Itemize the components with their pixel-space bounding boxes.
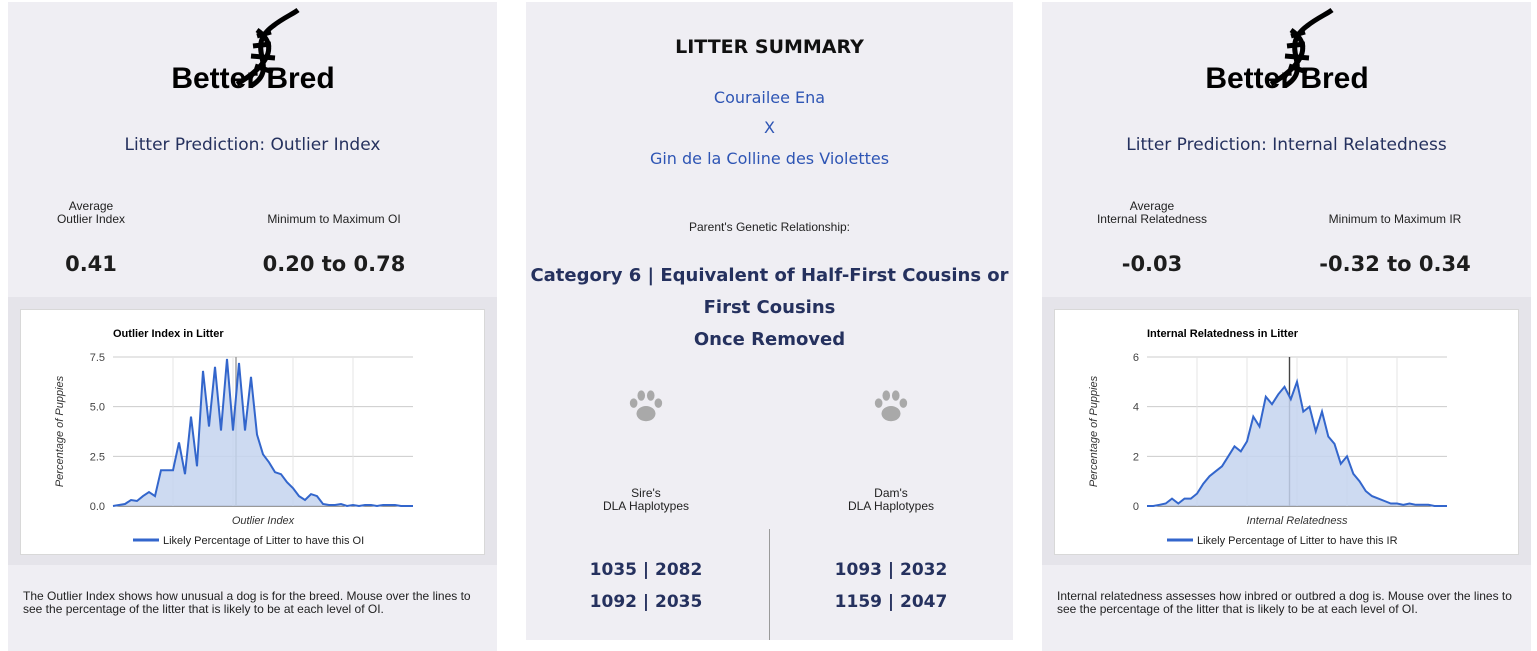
y-tick-label: 0.0 [89,501,105,513]
range-value: -0.32 to 0.34 [1319,252,1471,276]
footnote: The Outlier Index shows how unusual a dog is for the breed. Mouse over the lines to see the percentage of the litter that is likely to be at each level of OI. [23,589,471,616]
sire-haplotype: 1092 | 2035 [589,592,703,612]
y-tick-label: 4 [1132,401,1139,414]
x-axis-label: Internal Relatedness [1246,515,1348,527]
panel-title: Litter Prediction: Outlier Index [124,135,381,155]
better-bred-logo [8,8,497,98]
footnote: Internal relatedness assesses how inbred or outbred a dog is. Mouse over the lines to see the percentage of the litter that is likely to be at each level of OI. [1057,589,1512,616]
range-label: Minimum to Maximum OI [267,212,401,226]
better-bred-logo [1042,8,1531,98]
dam-haplotype: 1159 | 2047 [834,592,948,612]
summary-title: LITTER SUMMARY [675,36,864,58]
chart-area [1042,297,1531,565]
range-label: Minimum to Maximum IR [1328,212,1462,226]
logo-text: Better Bred [1204,62,1369,95]
y-tick-label: 2.5 [89,451,105,464]
y-tick-label: 2 [1132,451,1139,464]
sire-haplotype: 1035 | 2082 [589,560,703,580]
series-area [1147,382,1447,506]
relationship-value: Category 6 | Equivalent of Half-First Cousins or First Cousins Once Removed [530,265,1009,350]
legend-label: Likely Percentage of Litter to have this OI [163,535,365,547]
y-axis-label: Percentage of Puppies [54,375,66,488]
internal-relatedness-chart[interactable] [1054,309,1519,555]
x-axis-label: Outlier Index [231,515,295,527]
sire-name[interactable]: Courailee Ena [713,88,826,107]
internal-relatedness-panel [1042,2,1531,651]
dam-dla-label: Dam's DLA Haplotypes [847,486,935,513]
y-axis-label: Percentage of Puppies [1088,375,1100,488]
sire-dla-label: Sire's DLA Haplotypes [602,486,690,513]
average-value: 0.41 [65,252,117,276]
litter-summary-panel [526,2,1013,640]
panel-title: Litter Prediction: Internal Relatedness [1126,135,1447,155]
y-tick-label: 7.5 [89,352,105,364]
average-value: -0.03 [1121,252,1183,276]
relationship-label: Parent's Genetic Relationship: [688,220,851,234]
chart-area [8,297,497,565]
average-label: Average Outlier Index [56,199,126,226]
dam-name[interactable]: Gin de la Colline des Violettes [649,149,890,168]
outlier-index-panel [8,2,497,651]
paw-icon [872,387,910,425]
chart-title: Outlier Index in Litter [113,328,224,340]
average-label: Average Internal Relatedness [1096,199,1208,226]
outlier-chart[interactable] [20,309,485,555]
y-tick-label: 0 [1132,501,1139,513]
cross-symbol: X [764,118,775,137]
logo-text: Better Bred [170,62,335,95]
divider [769,529,770,640]
dam-haplotype: 1093 | 2032 [834,560,948,580]
y-tick-label: 5.0 [89,401,105,414]
chart-title: Internal Relatedness in Litter [1147,328,1298,340]
paw-icon [627,387,665,425]
y-tick-label: 6 [1132,352,1139,364]
range-value: 0.20 to 0.78 [262,252,406,276]
legend-label: Likely Percentage of Litter to have this IR [1197,535,1398,547]
